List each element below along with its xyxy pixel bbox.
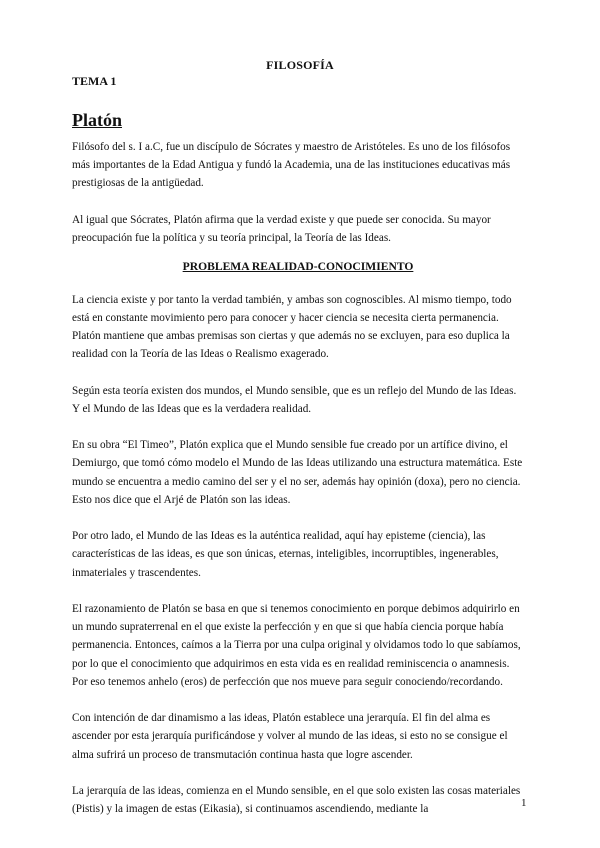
paragraph: La jerarquía de las ideas, comienza en el Mundo sensible, en el que solo existen las cosas materiales (Pistis) y la imagen de estas (Eikasia), si continuamos ascendiendo, mediante la (72, 784, 521, 816)
paragraph: Por otro lado, el Mundo de las Ideas es la auténtica realidad, aquí hay episteme (ciencia), las características de las ideas, es que son únicas, eternas, inteligibles, incorruptibles, ingenerables, inmateriales y trascendentes. (72, 530, 499, 579)
paragraph: Según esta teoría existen dos mundos, el Mundo sensible, que es un reflejo del Mundo de las Ideas. Y el Mundo de las Ideas que es la verdadera realidad. (72, 384, 517, 415)
document-body (72, 138, 524, 837)
subsection-heading: PROBLEMA REALIDAD-CONOCIMIENTO (182, 260, 414, 274)
paragraph: En su obra “El Timeo”, Platón explica que el Mundo sensible fue creado por un artífice divino, el Demiurgo, que tomó cómo modelo el Mundo de las Ideas utilizando una estructura matemática. Este mundo se encuentra a medio camino del ser y el no ser, además hay opinión (doxa), pero no ciencia. Esto nos dice que el Arjé de Platón son las ideas. (72, 439, 523, 506)
paragraph: Filósofo del s. I a.C, fue un discípulo de Sócrates y maestro de Aristóteles. Es uno de los filósofos más importantes de la Edad Antigua y fundó la Academia, una de las instituciones educativas más prestigiosas de la antigüedad. (72, 141, 511, 190)
paragraph: El razonamiento de Platón se basa en que si tenemos conocimiento en porque debimos adquirirlo en un mundo supraterrenal en el que existe la perfección y en que si que había ciencia porque había permanencia. Entonces, caímos a la Tierra por una culpa original y olvidamos todo lo que sabíamos, por lo que el conocimiento que adquirimos en esta vida es en realidad reminiscencia o anamnesis. Por eso tenemos anhelo (eros) de perfección que nos mueve para seguir conociendo/recordando. (72, 602, 521, 688)
paragraph: Al igual que Sócrates, Platón afirma que la verdad existe y que puede ser conocida. Su mayor preocupación fue la política y su teoría principal, la Teoría de las Ideas. (72, 213, 491, 244)
document-title: FILOSOFÍA (266, 58, 334, 72)
page-number: 1 (521, 797, 527, 809)
paragraph: La ciencia existe y por tanto la verdad también, y ambas son cognoscibles. Al mismo tiempo, todo está en constante movimiento pero para conocer y hacer ciencia se necesita cierta permanencia. Platón mantiene que ambas premisas son ciertas y que además no se excluyen, para eso duplica la realidad con la Teoría de las Ideas o Realismo exagerado. (72, 293, 512, 361)
paragraph: Con intención de dar dinamismo a las ideas, Platón establece una jerarquía. El fin del alma es ascender por esta jerarquía purificándose y volver al mundo de las ideas, si esto no se consigue el alma sufrirá un proceso de transmutación continua hasta que logre ascender. (72, 712, 508, 761)
section-title: Platón (72, 110, 123, 130)
topic-label: TEMA 1 (72, 74, 117, 88)
